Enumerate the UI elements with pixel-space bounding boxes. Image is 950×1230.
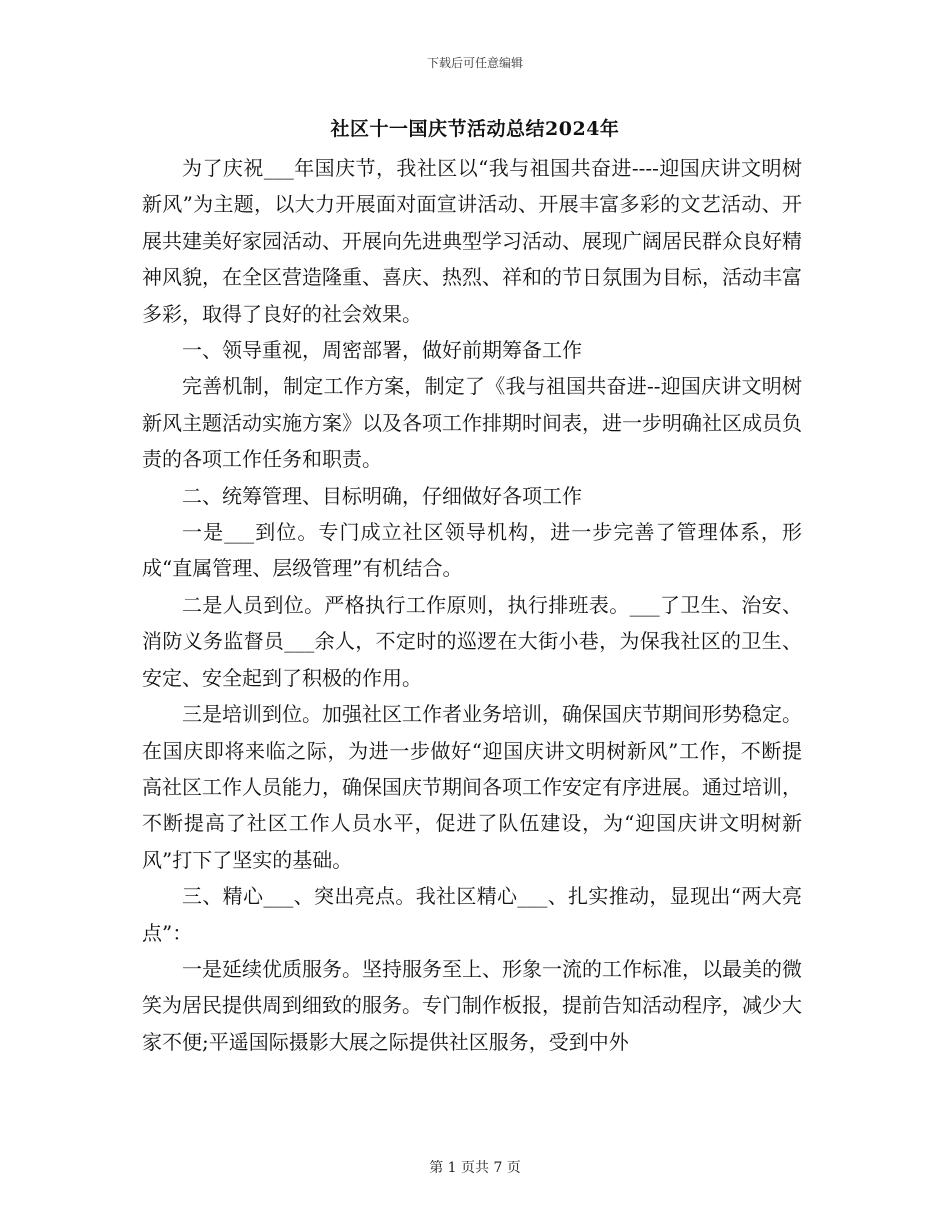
section-heading-3: 三、精心___、突出亮点。我社区精心___、扎实推动，显现出“两大亮点”：: [142, 884, 802, 945]
document-body: [142, 150, 802, 1060]
paragraph-mechanism: 完善机制，制定工作方案，制定了《我与祖国共奋进--迎国庆讲文明树新风主题活动实施方案》以及各项工作排期时间表，进一步明确社区成员负责的各项工作任务和职责。: [142, 374, 802, 472]
paragraph-point-2: 二是人员到位。严格执行工作原则，执行排班表。___了卫生、治安、消防义务监督员___余人，不定时的巡逻在大街小巷，为保我社区的卫生、安定、安全起到了积极的作用。: [142, 592, 802, 690]
page-header-note: 下载后可任意编辑: [426, 56, 523, 70]
paragraph-point-3: 三是培训到位。加强社区工作者业务培训，确保国庆节期间形势稳定。在国庆即将来临之际，为进一步做好“迎国庆讲文明树新风”工作，不断提高社区工作人员能力，确保国庆节期间各项工作安定有序进展。通过培训，不断提高了社区工作人员水平，促进了队伍建设，为“迎国庆讲文明树新风”打下了坚实的基础。: [142, 702, 802, 872]
section-heading-2: 二、统筹管理、目标明确，仔细做好各项工作: [182, 483, 582, 508]
page-number: 第 1 页共 7 页: [429, 1160, 521, 1176]
document-title: 社区十一国庆节活动总结2024年: [330, 118, 620, 140]
section-heading-1: 一、领导重视，周密部署，做好前期筹备工作: [182, 338, 582, 363]
paragraph-intro: 为了庆祝___年国庆节，我社区以“我与祖国共奋进----迎国庆讲文明树新风”为主题，以大力开展面对面宣讲活动、开展丰富多彩的文艺活动、开展共建美好家园活动、开展向先进典型学习活动、展现广阔居民群众良好精神风貌，在全区营造隆重、喜庆、热烈、祥和的节日氛围为目标，活动丰富多彩，取得了良好的社会效果。: [142, 156, 802, 326]
paragraph-highlight-1: 一是延续优质服务。坚持服务至上、形象一流的工作标准，以最美的微笑为居民提供周到细致的服务。专门制作板报，提前告知活动程序，减少大家不便;平遥国际摄影大展之际提供社区服务，受到中外: [142, 956, 802, 1054]
paragraph-point-1: 一是___到位。专门成立社区领导机构，进一步完善了管理体系，形成“直属管理、层级管理”有机结合。: [142, 520, 802, 581]
